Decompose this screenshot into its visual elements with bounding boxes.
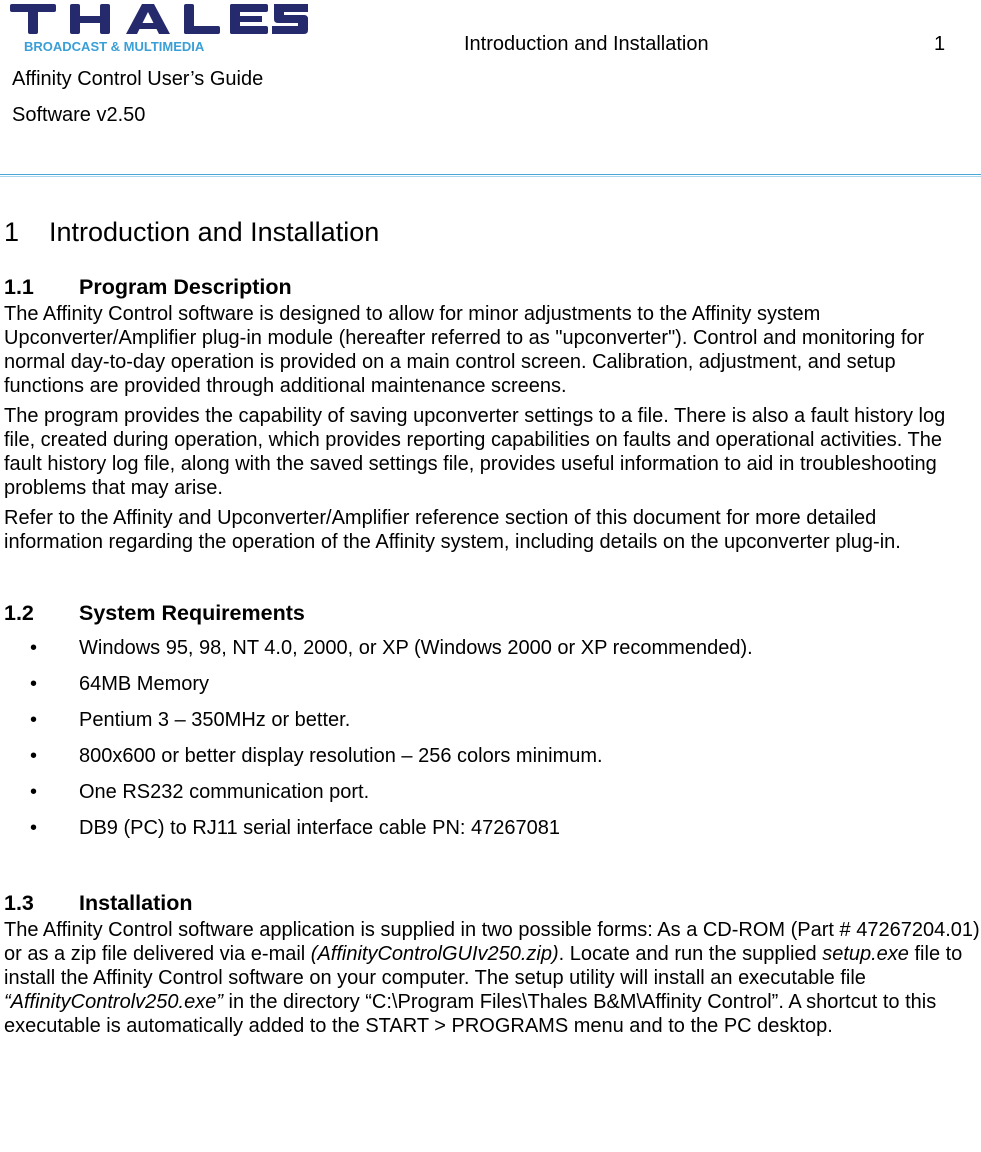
list-item: [4, 780, 980, 816]
bullet: •: [30, 673, 38, 695]
text-run: The Affinity Control software application is supplied in two possible forms: As a CD-ROM (Part # 47267204.01) or as a zip file delivered via e-mail: [4, 919, 980, 965]
paragraph: The program provides the capability of saving upconverter settings to a file. There is also a fault history log file, created during operation, which provides reporting capabilities on faults and operational activities. The fault history log file, along with the saved settings file, provides useful information to aid in troubleshooting problems that may arise.: [4, 405, 946, 499]
installation-paragraph: [4, 918, 980, 1038]
text-run: in the directory “C:\Program Files\Thales B&M\Affinity Control”. A shortcut to this executable is automatically added to the START > PROGRAMS menu and to the PC desktop.: [4, 991, 937, 1037]
chapter-heading: [4, 212, 980, 256]
text-run: . Locate and run the supplied: [558, 943, 823, 965]
text-run: file to install the Affinity Control software on your computer. The setup utility will install an executable file: [4, 943, 963, 989]
running-header-title: Introduction and Installation: [464, 33, 709, 55]
thales-logo: [8, 0, 308, 56]
section-heading-installation: [4, 888, 980, 918]
bullet: •: [30, 817, 38, 839]
chapter-number: 1: [4, 217, 20, 247]
section-heading-system-requirements: [4, 598, 980, 628]
list-item-text: DB9 (PC) to RJ11 serial interface cable PN: 47267081: [79, 817, 560, 839]
section-heading-program-description: [4, 272, 980, 302]
bullet: •: [30, 709, 38, 731]
section-number: 1.2: [4, 601, 34, 625]
section-number: 1.1: [4, 275, 34, 299]
list-item-text: One RS232 communication port.: [79, 781, 370, 803]
chapter-title: Introduction and Installation: [49, 217, 380, 247]
exe-file-name: “AffinityControlv250.exe”: [4, 991, 223, 1013]
section-title: System Requirements: [79, 601, 305, 625]
list-item-text: 800x600 or better display resolution – 256 colors minimum.: [79, 745, 603, 767]
list-item: [4, 636, 980, 672]
paragraph: Refer to the Affinity and Upconverter/Amplifier reference section of this document for more detailed information regarding the operation of the Affinity system, including details on the upconverter plug-in.: [4, 507, 901, 553]
logo-subtext: BROADCAST & MULTIMEDIA: [24, 39, 205, 54]
bullet: •: [30, 781, 38, 803]
page-number: 1: [934, 33, 946, 55]
list-item-text: 64MB Memory: [79, 673, 210, 695]
page-header: [0, 0, 981, 178]
guide-title: Affinity Control User’s Guide: [12, 68, 264, 90]
list-item: [4, 672, 980, 708]
section-number: 1.3: [4, 891, 34, 915]
paragraph: The Affinity Control software is designed to allow for minor adjustments to the Affinity system Upconverter/Amplifier plug-in module (hereafter referred to as "upconverter"). Control and monitoring for normal day-to-day operation is provided on a main control screen. Calibration, adjustment, and setup functions are provided through additional maintenance screens.: [4, 303, 925, 397]
page-content: [4, 212, 980, 1044]
zip-file-name: (AffinityControlGUIv250.zip): [310, 943, 559, 965]
list-item-text: Pentium 3 – 350MHz or better.: [79, 709, 351, 731]
section-title: Installation: [79, 891, 193, 915]
section-title: Program Description: [79, 275, 292, 299]
setup-file-name: setup.exe: [822, 943, 909, 965]
header-divider: [0, 174, 981, 177]
bullet: •: [30, 745, 38, 767]
list-item: [4, 708, 980, 744]
bullet: •: [30, 637, 38, 659]
list-item: [4, 816, 980, 852]
software-version: Software v2.50: [12, 104, 146, 126]
list-item: [4, 744, 980, 780]
requirements-list: [4, 636, 980, 852]
list-item-text: Windows 95, 98, NT 4.0, 2000, or XP (Windows 2000 or XP recommended).: [79, 637, 753, 659]
